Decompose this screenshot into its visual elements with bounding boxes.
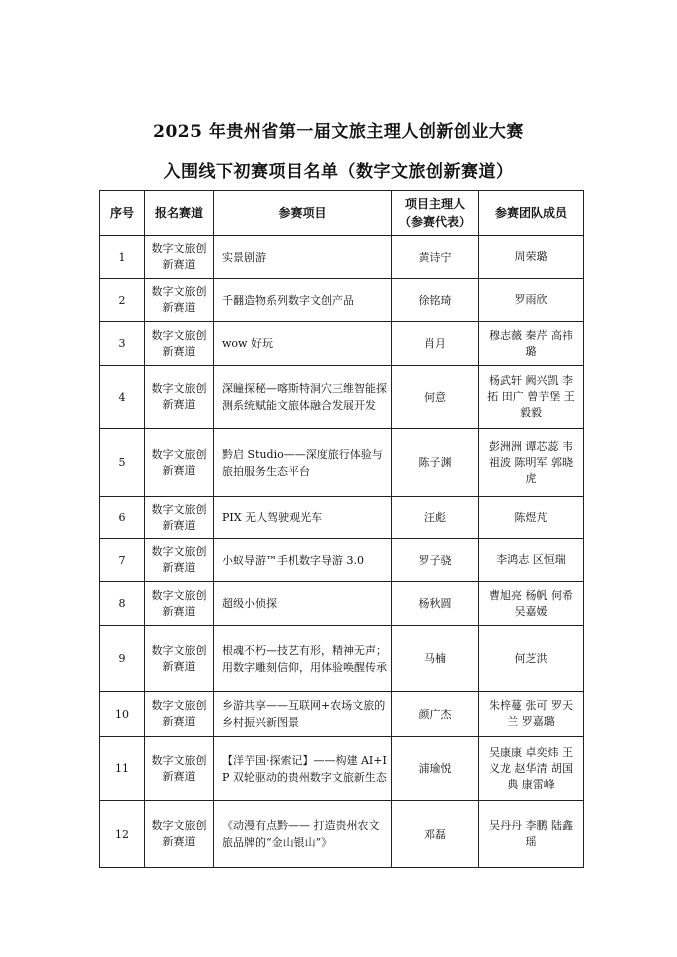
- cell-no: 10: [100, 692, 145, 737]
- cell-track: 数字文旅创新赛道: [145, 366, 214, 429]
- cell-project: PIX 无人驾驶观光车: [214, 497, 392, 539]
- header-leader: 项目主理人（参赛代表）: [392, 191, 479, 236]
- page-subtitle: 入围线下初赛项目名单（数字文旅创新赛道）: [163, 162, 514, 182]
- cell-team: 彭洲洲 谭芯蕊 韦祖波 陈明军 郭晓虎: [479, 429, 584, 497]
- cell-project: 千翻造物系列数字文创产品: [214, 279, 392, 322]
- cell-no: 4: [100, 366, 145, 429]
- cell-no: 9: [100, 626, 145, 692]
- cell-leader: 浦瑜悦: [392, 737, 479, 801]
- cell-leader: 何意: [392, 366, 479, 429]
- cell-no: 3: [100, 322, 145, 366]
- cell-leader: 汪彪: [392, 497, 479, 539]
- cell-track: 数字文旅创新赛道: [145, 429, 214, 497]
- cell-leader: 杨秋圆: [392, 582, 479, 626]
- header-track: 报名赛道: [145, 191, 214, 236]
- cell-leader: 罗子骁: [392, 539, 479, 582]
- cell-track: 数字文旅创新赛道: [145, 539, 214, 582]
- page-title: 2025 年贵州省第一届文旅主理人创新创业大赛: [153, 122, 524, 142]
- cell-project: 黔启 Studio——深度旅行体验与旅拍服务生态平台: [214, 429, 392, 497]
- cell-project: 根魂不朽—技艺有形，精神无声；用数字雕刻信仰，用体验唤醒传承: [214, 626, 392, 692]
- cell-track: 数字文旅创新赛道: [145, 626, 214, 692]
- cell-project: 深瞳探秘—喀斯特洞穴三维智能探测系统赋能文旅体融合发展开发: [214, 366, 392, 429]
- table-row: [100, 497, 584, 539]
- cell-team: 朱梓蔓 张可 罗天兰 罗嘉璐: [479, 692, 584, 737]
- cell-team: 陈煜芃: [479, 497, 584, 539]
- cell-project: 小蚁导游™手机数字导游 3.0: [214, 539, 392, 582]
- project-list-table: [99, 190, 584, 868]
- cell-no: 5: [100, 429, 145, 497]
- cell-track: 数字文旅创新赛道: [145, 801, 214, 868]
- cell-team: 吴康康 卓奕炜 王义龙 赵华清 胡国典 康雷峰: [479, 737, 584, 801]
- cell-team: 李鸿志 区恒瑞: [479, 539, 584, 582]
- table-row: [100, 366, 584, 429]
- cell-track: 数字文旅创新赛道: [145, 582, 214, 626]
- cell-leader: 肖月: [392, 322, 479, 366]
- cell-project: 实景剧游: [214, 236, 392, 279]
- table-row: [100, 737, 584, 801]
- table-row: [100, 279, 584, 322]
- header-no: 序号: [100, 191, 145, 236]
- table-row: [100, 582, 584, 626]
- cell-project: wow 好玩: [214, 322, 392, 366]
- cell-leader: 黄诗宁: [392, 236, 479, 279]
- table-row: [100, 322, 584, 366]
- cell-team: 吴丹丹 李鹏 陆鑫瑶: [479, 801, 584, 868]
- cell-team: 周荣璐: [479, 236, 584, 279]
- cell-no: 8: [100, 582, 145, 626]
- cell-track: 数字文旅创新赛道: [145, 236, 214, 279]
- cell-project: 乡游共享——互联网+农场文旅的乡村振兴新图景: [214, 692, 392, 737]
- cell-team: 穆志薇 秦芹 高祎璐: [479, 322, 584, 366]
- cell-no: 7: [100, 539, 145, 582]
- cell-track: 数字文旅创新赛道: [145, 279, 214, 322]
- table-row: [100, 429, 584, 497]
- cell-team: 曹旭亮 杨帆 何希 吴嘉媛: [479, 582, 584, 626]
- cell-leader: 陈子渊: [392, 429, 479, 497]
- cell-project: 【洋芋国·探索记】——构建 AI+IP 双轮驱动的贵州数字文旅新生态: [214, 737, 392, 801]
- table-row: [100, 801, 584, 868]
- cell-leader: 邓磊: [392, 801, 479, 868]
- cell-track: 数字文旅创新赛道: [145, 497, 214, 539]
- cell-track: 数字文旅创新赛道: [145, 737, 214, 801]
- cell-project: 超级小侦探: [214, 582, 392, 626]
- cell-leader: 徐铭琦: [392, 279, 479, 322]
- table-row: [100, 236, 584, 279]
- cell-team: 杨武轩 阙兴凯 李拓 田广 曾芋堡 王毅毅: [479, 366, 584, 429]
- table-row: [100, 626, 584, 692]
- header-team: 参赛团队成员: [479, 191, 584, 236]
- cell-track: 数字文旅创新赛道: [145, 322, 214, 366]
- cell-no: 11: [100, 737, 145, 801]
- cell-no: 12: [100, 801, 145, 868]
- cell-track: 数字文旅创新赛道: [145, 692, 214, 737]
- cell-team: 罗雨欣: [479, 279, 584, 322]
- cell-project: 《动漫有点黔—— 打造贵州农文旅品牌的“金山银山”》: [214, 801, 392, 868]
- header-project: 参赛项目: [214, 191, 392, 236]
- table-header-row: [100, 191, 584, 236]
- cell-leader: 颜广杰: [392, 692, 479, 737]
- table-row: [100, 692, 584, 737]
- cell-no: 6: [100, 497, 145, 539]
- table-row: [100, 539, 584, 582]
- cell-leader: 马楠: [392, 626, 479, 692]
- cell-team: 何芝洪: [479, 626, 584, 692]
- cell-no: 1: [100, 236, 145, 279]
- cell-no: 2: [100, 279, 145, 322]
